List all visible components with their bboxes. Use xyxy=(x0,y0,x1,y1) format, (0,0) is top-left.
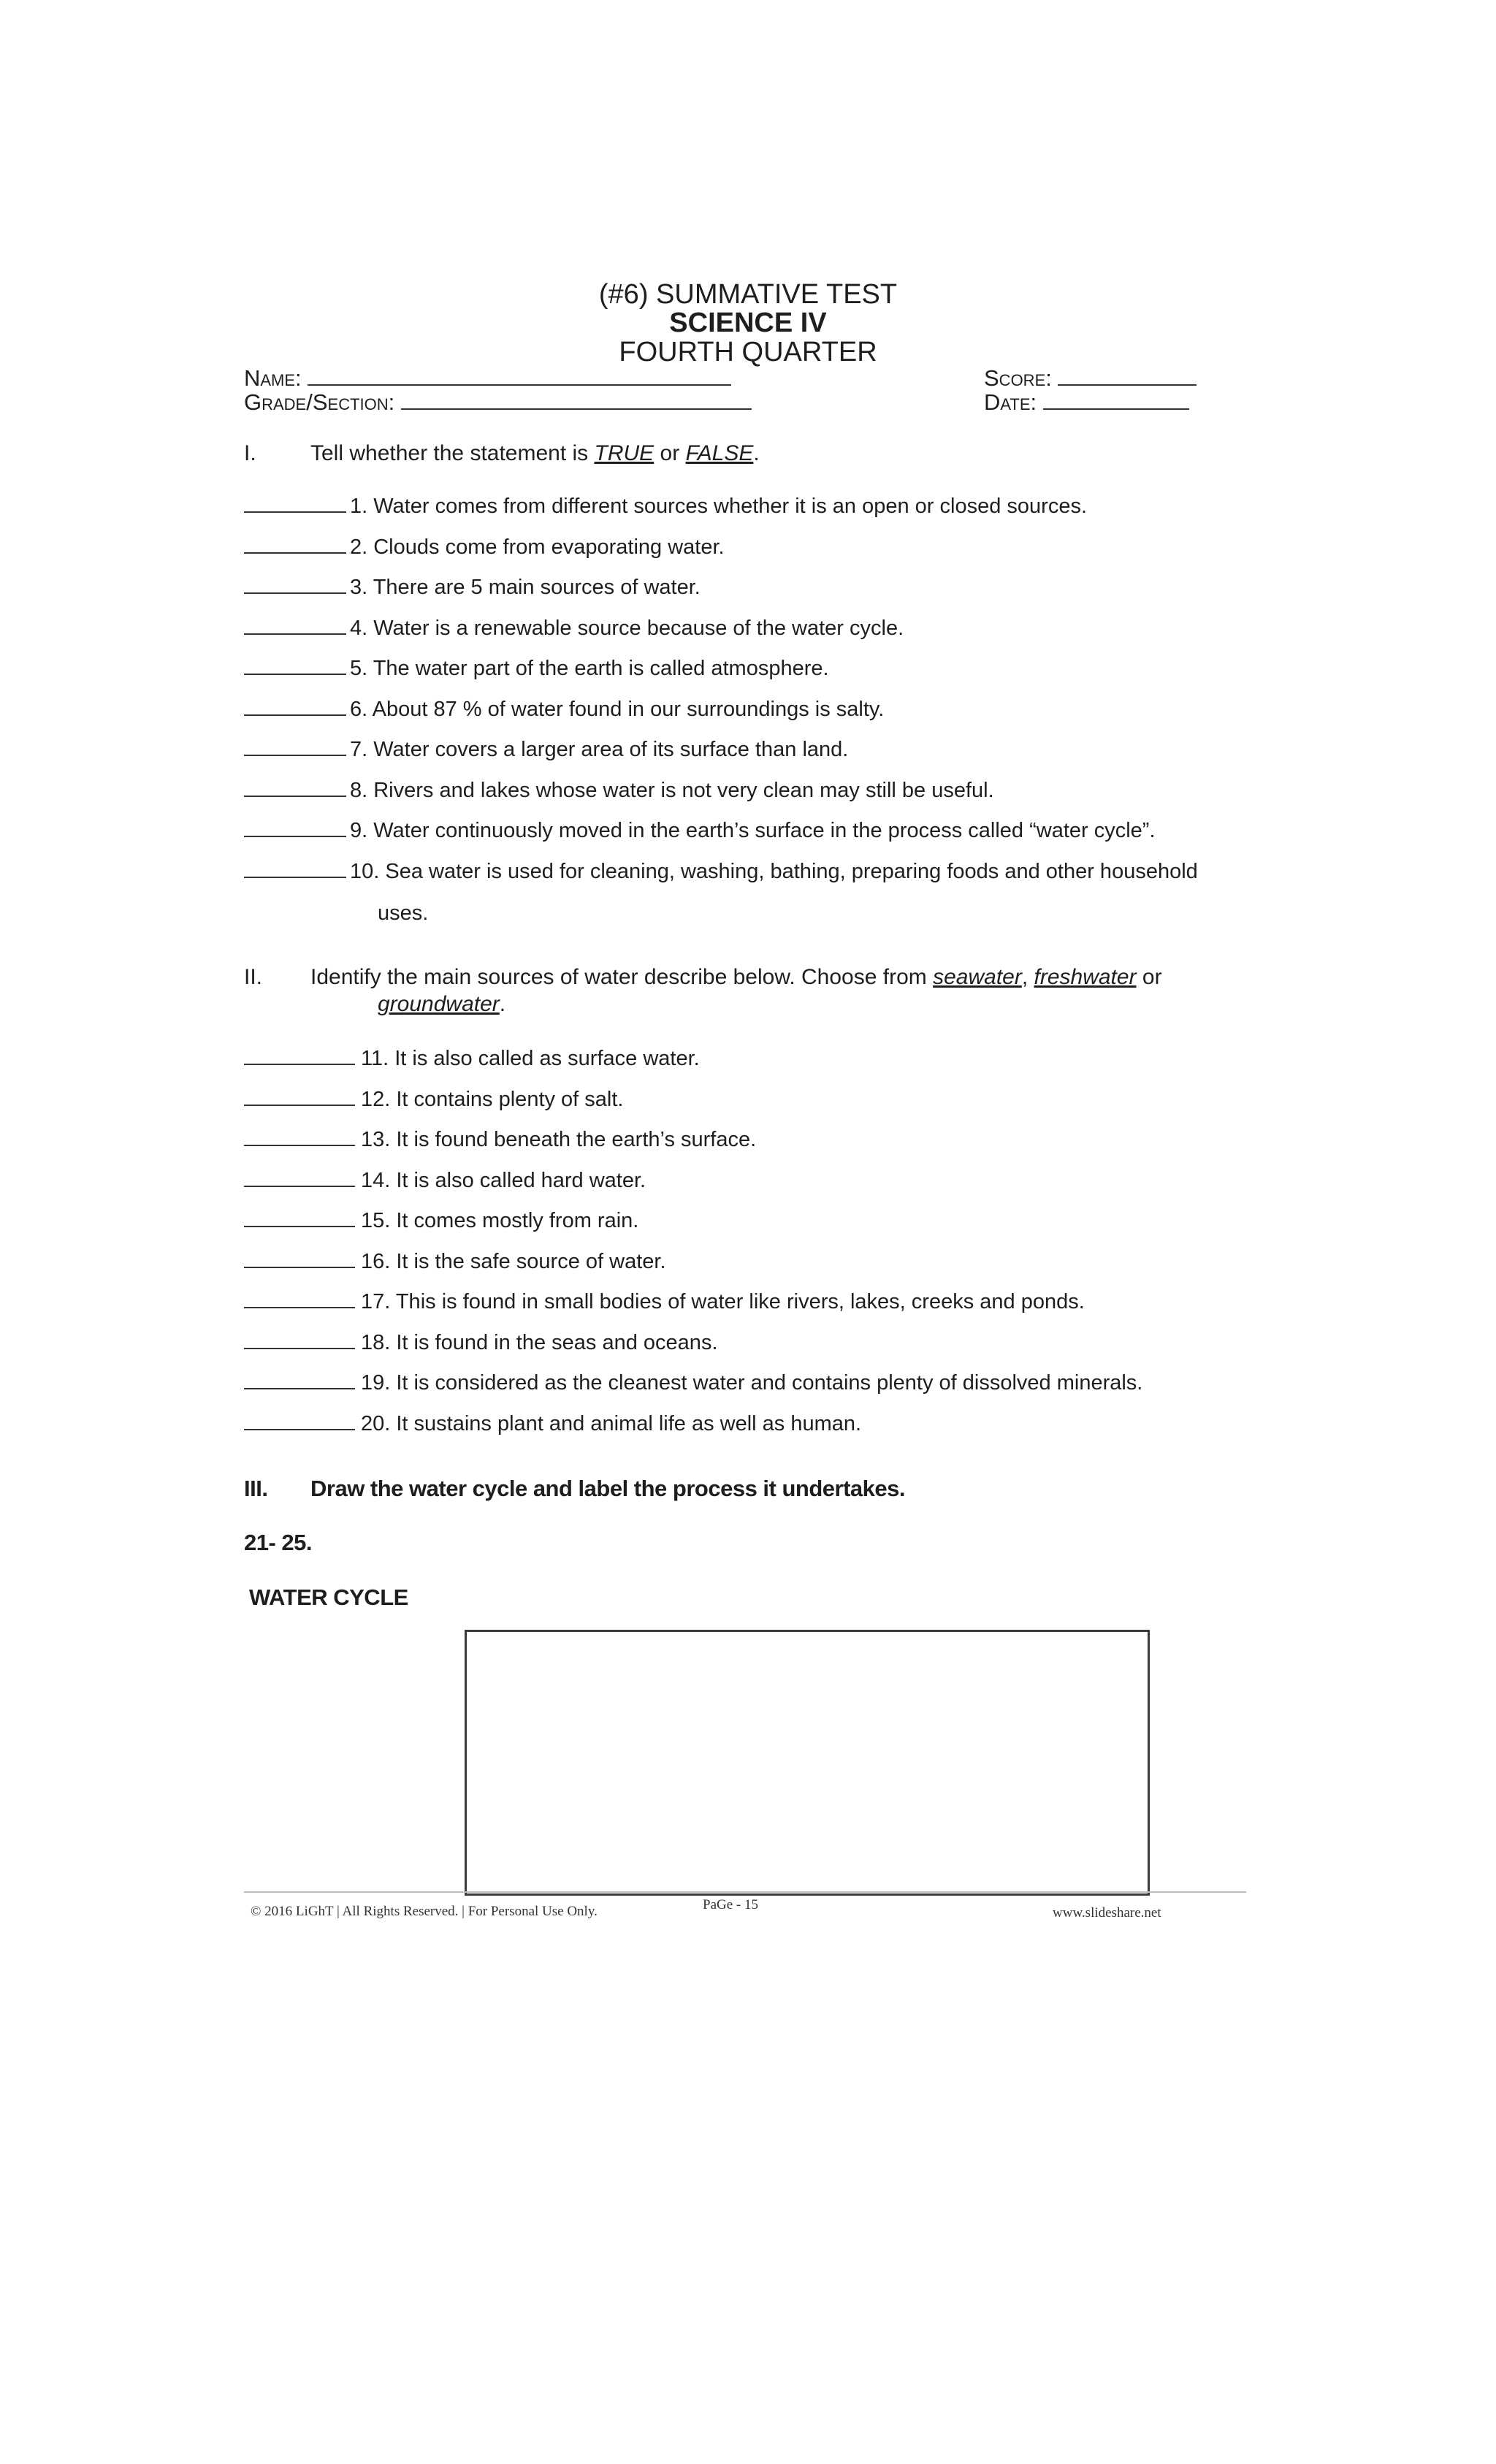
part2-question-row xyxy=(244,1166,646,1195)
question-text: 6. About 87 % of water found in our surroundings is salty. xyxy=(350,697,885,721)
part2-numeral: II. xyxy=(244,965,263,989)
question-text: 10. Sea water is used for cleaning, washing, bathing, preparing foods and other household xyxy=(350,859,1198,883)
seawater-word: seawater xyxy=(933,965,1022,989)
footer-site: www.slideshare.net xyxy=(1053,1905,1161,1921)
answer-blank[interactable] xyxy=(244,1411,355,1430)
part1-question-row xyxy=(244,492,1088,521)
question-text: 3. There are 5 main sources of water. xyxy=(350,576,701,599)
grade-section-blank[interactable] xyxy=(401,391,752,410)
question-text: 8. Rivers and lakes whose water is not very clean may still be useful. xyxy=(350,778,994,802)
part1-item-10-continuation: uses. xyxy=(378,901,429,925)
answer-blank[interactable] xyxy=(244,1208,355,1227)
part1-question-row xyxy=(244,573,701,602)
date-blank[interactable] xyxy=(1043,391,1189,410)
answer-blank[interactable] xyxy=(244,778,346,797)
part1-question-row xyxy=(244,735,849,764)
question-text: 4. Water is a renewable source because of the water cycle. xyxy=(350,616,904,640)
part1-question-row xyxy=(244,857,1198,886)
part1-question-row xyxy=(244,816,1156,845)
question-text: 2. Clouds come from evaporating water. xyxy=(350,535,725,559)
answer-blank[interactable] xyxy=(244,1127,355,1146)
part1-numeral: I. xyxy=(244,441,256,465)
subject-title: SCIENCE IV xyxy=(669,308,827,338)
part2-question-row xyxy=(244,1044,700,1073)
part2-question-row xyxy=(244,1287,1085,1316)
answer-blank[interactable] xyxy=(244,1087,355,1106)
score-blank[interactable] xyxy=(1058,367,1197,386)
part3-range: 21- 25. xyxy=(244,1530,313,1555)
false-word: FALSE xyxy=(685,441,754,465)
answer-blank[interactable] xyxy=(244,1249,355,1268)
answer-blank[interactable] xyxy=(244,494,346,513)
answer-blank[interactable] xyxy=(244,535,346,554)
question-text: 20. It sustains plant and animal life as well as human. xyxy=(361,1411,862,1435)
part1-question-row xyxy=(244,654,829,683)
part2-question-row xyxy=(244,1247,666,1276)
part2-question-row xyxy=(244,1409,862,1438)
answer-blank[interactable] xyxy=(244,575,346,594)
question-text: 19. It is considered as the cleanest water and contains plenty of dissolved minerals. xyxy=(361,1371,1143,1395)
answer-blank[interactable] xyxy=(244,1046,355,1065)
question-text: 18. It is found in the seas and oceans. xyxy=(361,1330,718,1354)
groundwater-word: groundwater xyxy=(378,992,500,1016)
answer-blank[interactable] xyxy=(244,1370,355,1389)
part2-instruction: Identify the main sources of water describe below. Choose from seawater, freshwater or xyxy=(310,965,1162,989)
part2-question-row xyxy=(244,1328,718,1357)
question-text: 12. It contains plenty of salt. xyxy=(361,1087,624,1111)
question-text: 9. Water continuously moved in the earth’s surface in the process called “water cycle”. xyxy=(350,819,1156,842)
name-label: Name: xyxy=(244,365,302,391)
answer-blank[interactable] xyxy=(244,616,346,635)
part2-instruction-line2: groundwater. xyxy=(378,992,506,1016)
answer-blank[interactable] xyxy=(244,656,346,675)
answer-blank[interactable] xyxy=(244,818,346,837)
quarter-title: FOURTH QUARTER xyxy=(619,337,877,367)
part2-question-row xyxy=(244,1125,757,1154)
answer-blank[interactable] xyxy=(244,737,346,756)
true-word: TRUE xyxy=(594,441,654,465)
part1-question-row xyxy=(244,776,994,805)
answer-blank[interactable] xyxy=(244,859,346,878)
question-text: 16. It is the safe source of water. xyxy=(361,1249,666,1273)
part3-instruction: Draw the water cycle and label the process it undertakes. xyxy=(310,1476,905,1501)
score-label: Score: xyxy=(984,365,1052,391)
answer-blank[interactable] xyxy=(244,1289,355,1308)
part1-instruction: Tell whether the statement is TRUE or FALSE. xyxy=(310,441,760,465)
water-cycle-label: WATER CYCLE xyxy=(249,1584,408,1610)
test-title: (#6) SUMMATIVE TEST xyxy=(598,279,898,310)
question-text: 1. Water comes from different sources whether it is an open or closed sources. xyxy=(350,495,1088,518)
question-text: 15. It comes mostly from rain. xyxy=(361,1209,639,1232)
footer-copyright: © 2016 LiGhT | All Rights Reserved. | For Personal Use Only. xyxy=(251,1904,598,1919)
part2-question-row xyxy=(244,1085,624,1114)
grade-section-label: Grade/Section: xyxy=(244,389,395,415)
question-text: 11. It is also called as surface water. xyxy=(361,1047,700,1070)
part1-question-row xyxy=(244,695,885,724)
part3-numeral: III. xyxy=(244,1476,268,1501)
answer-blank[interactable] xyxy=(244,1330,355,1349)
water-cycle-drawing-box[interactable] xyxy=(465,1630,1150,1896)
answer-blank[interactable] xyxy=(244,697,346,716)
freshwater-word: freshwater xyxy=(1034,965,1137,989)
name-field[interactable] xyxy=(244,366,731,391)
part2-question-row xyxy=(244,1206,639,1235)
question-text: 14. It is also called hard water. xyxy=(361,1168,646,1192)
page-number: PaGe - 15 xyxy=(703,1897,758,1912)
question-text: 17. This is found in small bodies of water like rivers, lakes, creeks and ponds. xyxy=(361,1290,1085,1313)
date-label: Date: xyxy=(984,389,1037,415)
question-text: 7. Water covers a larger area of its surface than land. xyxy=(350,738,849,761)
question-text: 13. It is found beneath the earth’s surface. xyxy=(361,1128,757,1151)
name-blank[interactable] xyxy=(308,367,731,386)
question-text: 5. The water part of the earth is called atmosphere. xyxy=(350,657,829,680)
part2-question-row xyxy=(244,1368,1143,1397)
answer-blank[interactable] xyxy=(244,1168,355,1187)
date-field[interactable] xyxy=(984,390,1189,415)
grade-section-field[interactable] xyxy=(244,390,752,415)
score-field[interactable] xyxy=(984,366,1197,391)
footer-divider xyxy=(244,1891,1246,1893)
part1-question-row xyxy=(244,614,904,643)
part1-question-row xyxy=(244,533,725,562)
